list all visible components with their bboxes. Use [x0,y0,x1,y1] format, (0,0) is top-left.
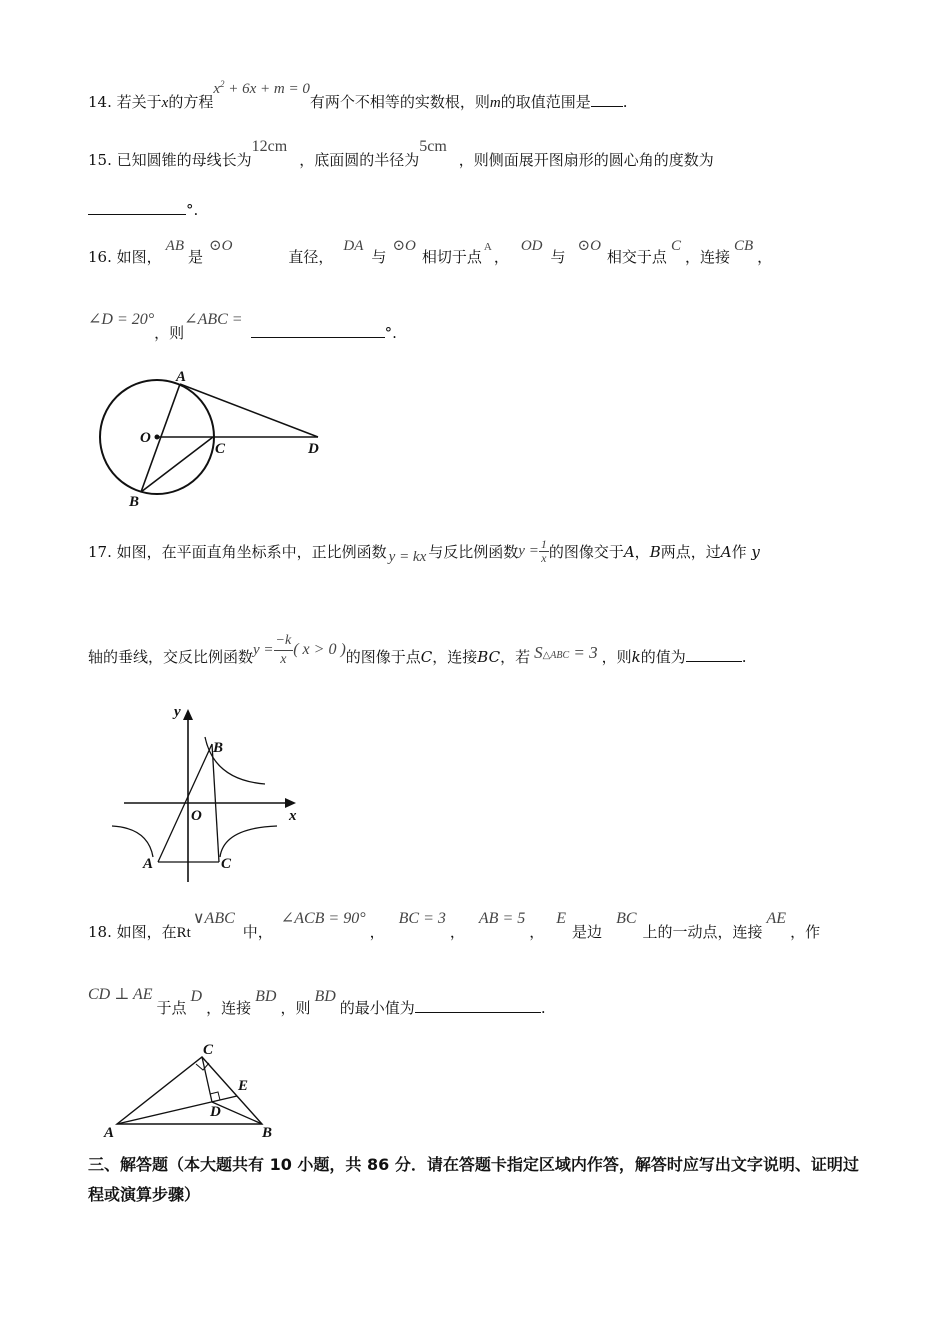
label-c: C [215,441,226,457]
y-axis-arrow [183,709,193,720]
q17-function-inverse: y = $\frac{1}{x}$ [518,537,547,565]
question-15-answer-line: °. [88,200,198,220]
question-17: 17. 如图，在平面直角坐标系中，正比例函数 y = kx 与反比例函数y = $\frac{1}{x}$ 的图像交于A，B两点，过A作 y [88,537,760,565]
figure-16-circle-tangent [92,368,332,508]
q16-number: 16. [88,248,112,266]
q15-number: 15. [88,151,112,169]
segment-cd [202,1057,212,1102]
label-b: B [129,494,140,510]
center-point [155,435,160,440]
segment-ad [180,384,318,437]
label-x: x [289,808,297,824]
q17-area: S△ABC = 3 [534,642,598,662]
label-y: y [174,704,181,720]
label-o: O [191,808,202,824]
q18-number: 18. [88,923,112,941]
answer-blank [415,1012,541,1013]
figure-17-coordinate-plane [108,702,308,882]
question-15: 15. 已知圆锥的母线长为12cm，底面圆的半径为5cm，则侧面展开图扇形的圆心角的度数为 [88,138,714,169]
segment-cb [141,437,213,492]
label-a: A [176,369,187,385]
q14-number: 14. [88,93,112,111]
question-16: 16. 如图，AB是⊙O直径，DA与⊙O相切于点$^A$，OD与⊙O相交于点C，连接CB， [88,238,773,266]
label-b: B [262,1125,273,1141]
label-o: O [140,430,151,446]
question-14: 14. 若关于x的方程$x^2 + 6x + m = 0$有两个不相等的实数根，则m的取值范围是 . [88,79,628,111]
label-e: E [238,1078,249,1094]
answer-blank [591,106,623,107]
answer-blank [251,337,385,338]
label-a: A [143,856,154,872]
curve-third-quadrant [112,826,153,857]
question-18-line2: CD ⊥ AE于点D，连接BD，则BD的最小值为 . [88,986,546,1017]
label-c: C [203,1042,214,1058]
q14-equation: $x^2 + 6x + m = 0$ [213,79,310,97]
x-axis-arrow [285,798,296,808]
label-d: D [210,1104,221,1120]
question-17-line2: 轴的垂线，交反比例函数y = $\frac{-k}{x}$ ( x > 0 )的图像于点C，连接BC，若 S△ABC = 3 ，则k的值为 . [88,633,747,667]
label-c: C [221,856,232,872]
question-18: 18. 如图，在Rt∨ABC中，∠ACB = 90°，BC = 3，AB = 5，E是边BC上的一动点，连接AE，作 [88,910,821,941]
figure-18-right-triangle [104,1038,288,1141]
curve-fourth-quadrant [220,826,277,857]
section-3-heading: 三、解答题（本大题共有 10 小题，共 86 分．请在答题卡指定区域内作答，解答时应写出文字说明、证明过程或演算步骤） [88,1155,859,1204]
label-b: B [213,740,224,756]
question-16-line2: ∠D = 20°，则∠ABC =°. [88,311,397,342]
answer-blank [88,214,186,215]
label-a: A [104,1125,115,1141]
answer-blank [686,661,742,662]
q17-function-negative: y = $\frac{-k}{x}$ ( x > 0 ) [253,633,346,667]
label-d: D [308,441,319,457]
right-angle-mark-c [196,1063,209,1070]
q17-number: 17. [88,542,112,561]
